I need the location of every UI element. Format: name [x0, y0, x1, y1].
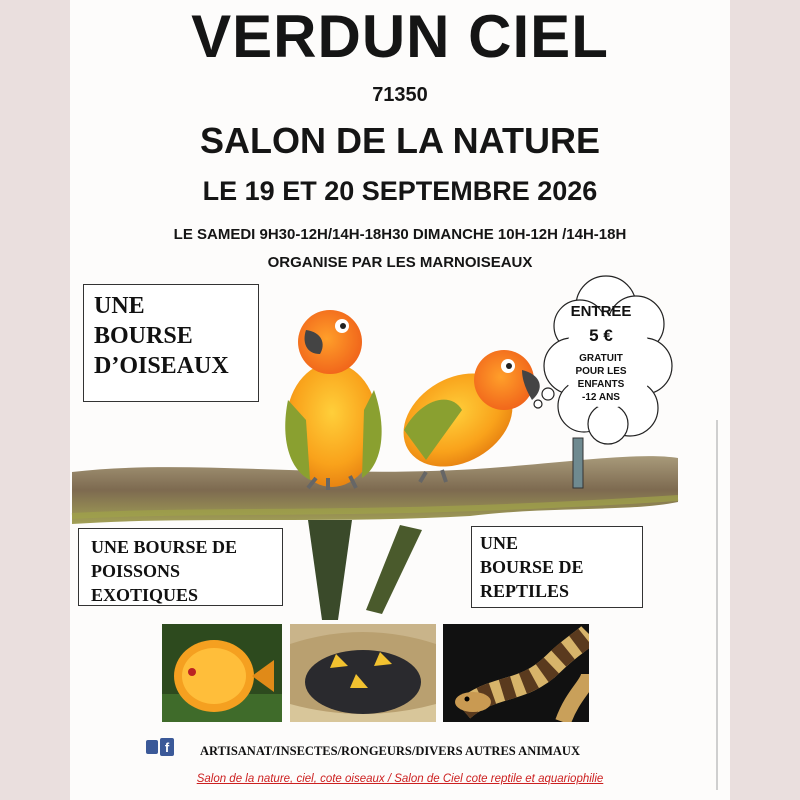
bird-exchange-box	[83, 284, 259, 402]
bird-box-line: D’OISEAUX	[94, 353, 229, 379]
reptile-box-line: UNE	[480, 533, 519, 553]
bird-box-line: BOURSE	[94, 323, 193, 349]
entry-label: ENTREE	[570, 303, 632, 320]
entry-free-line: ENFANTS	[577, 379, 625, 390]
postal-code: 71350	[372, 84, 428, 106]
other-exhibits: ARTISANAT/INSECTES/RONGEURS/DIVERS AUTRES ANIMAUX	[200, 744, 580, 758]
event-poster	[70, 0, 730, 800]
facebook-icon	[146, 738, 174, 756]
fish-exchange-box	[78, 528, 283, 606]
chicks-in-nest-image	[290, 624, 436, 722]
svg-text:f: f	[164, 740, 170, 755]
event-dates: LE 19 ET 20 SEPTEMBRE 2026	[202, 176, 598, 206]
poster-title: VERDUN CIEL	[191, 3, 609, 70]
side-printer-mark	[712, 420, 722, 790]
python-snake-image	[443, 624, 589, 722]
organizer: ORGANISE PAR LES MARNOISEAUX	[267, 254, 533, 271]
reptile-box-line: REPTILES	[480, 581, 570, 601]
opening-hours: LE SAMEDI 9H30-12H/14H-18H30 DIMANCHE 10H-12H /14H-18H	[173, 226, 627, 243]
entry-free-note	[558, 352, 644, 404]
bird-box-line: UNE	[94, 293, 145, 319]
entry-free-line: -12 ANS	[582, 392, 620, 403]
fish-box-line: UNE BOURSE DE	[91, 537, 238, 557]
event-name: SALON DE LA NATURE	[200, 120, 600, 161]
entry-free-line: POUR LES	[575, 366, 627, 377]
entry-price: 5 €	[589, 326, 613, 345]
reptile-box-line: BOURSE DE	[480, 557, 584, 577]
discus-fish-image	[162, 624, 282, 722]
reptile-exchange-box	[471, 526, 643, 608]
fish-box-line: POISSONS	[91, 561, 181, 581]
footer-note: Salon de la nature, ciel, cote oiseaux / Salon de Ciel cote reptile et aquariophilie	[196, 773, 604, 785]
fish-box-line: EXOTIQUES	[91, 585, 199, 605]
entry-free-line: GRATUIT	[579, 353, 623, 364]
